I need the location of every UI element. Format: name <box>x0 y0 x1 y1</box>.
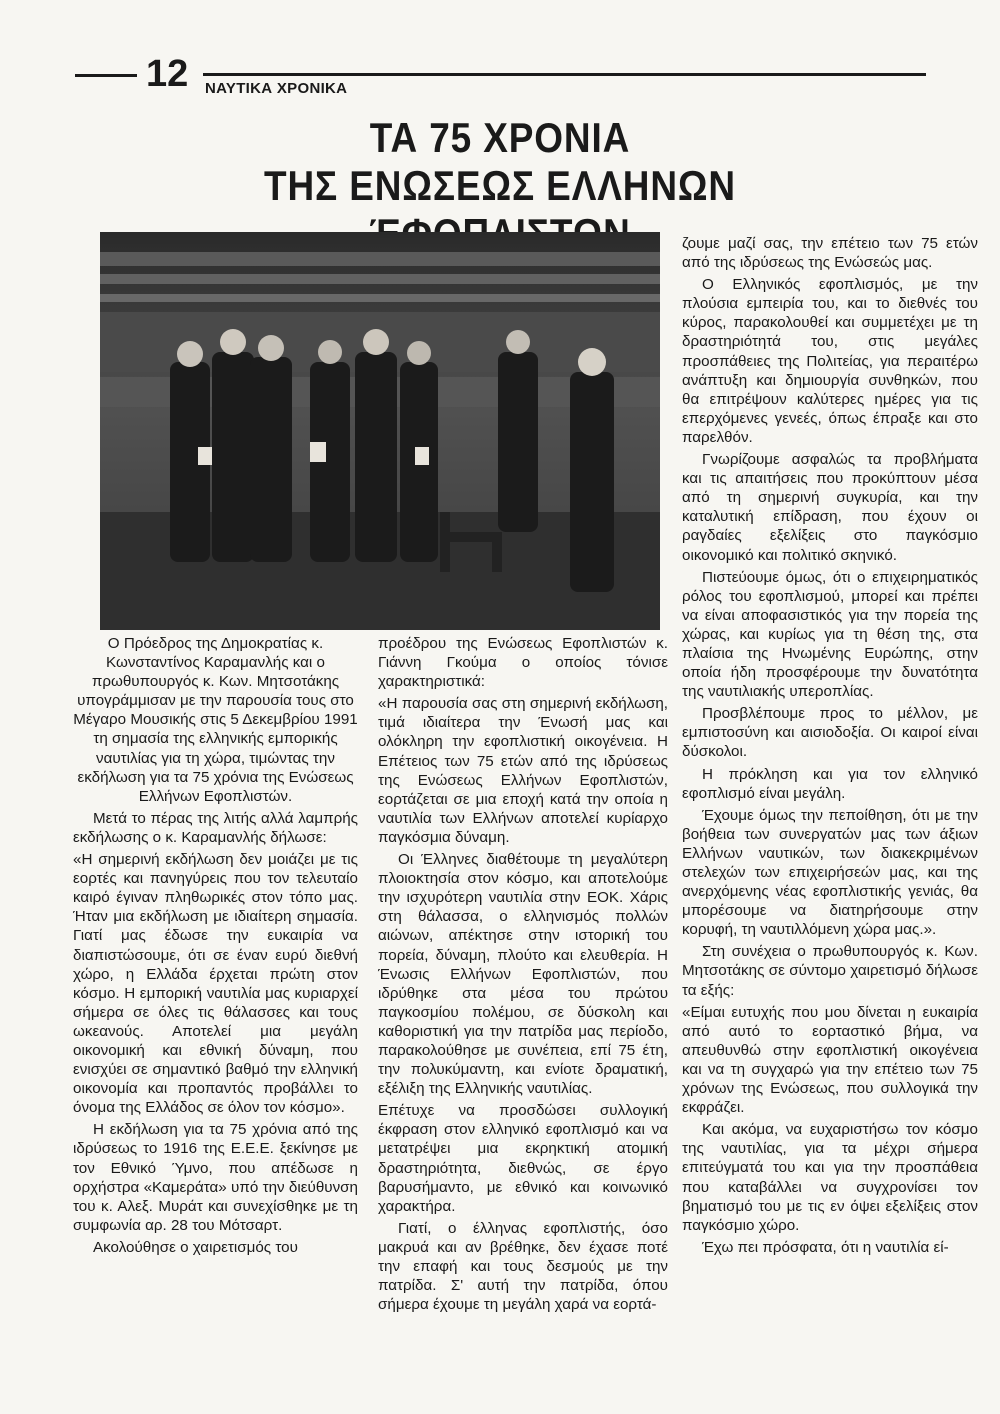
page-number: 12 <box>146 53 189 95</box>
paragraph: Έχουμε όμως την πεποίθηση, ότι με την βοήθεια των συνεργατών μας των άξιων Ελλήνων ναυτικών, των διακεκριμένων στελεχών των επιχειρήσεών μας, και της ανερχόμενης νέας εφοπλιστικής γενιάς, θα μπορέσουμε να διατηρήσουμε στην κορυφή, τη ναυτιλλόμενη χώρα μας.». <box>682 806 978 939</box>
paragraph: Πιστεύουμε όμως, ότι ο επιχειρηματικός ρόλος του εφοπλισμού, μπορεί και πρέπει να είναι αποφασιστικός για την πορεία της χώρας, και κυρίως για τη θέση της, στα πλαίσια της Ηνωμένης Ευρώπης, στην οποία ήδη προσφέρουμε την δυνατότητα της ναυτιλιακής υπεροπλίας. <box>682 568 978 701</box>
paragraph: Έχω πει πρόσφατα, ότι η ναυτιλία εί- <box>702 1238 949 1256</box>
photo-caption: Ο Πρόεδρος της Δημοκρατίας κ. Κωνσταντίνος Καραμανλής και ο πρωθυπουργός κ. Κων. Μητσοτάκης υπογράμμισαν με την παρουσία τους στο Μέγαρο Μουσικής στις 5 Δεκεμβρίου 1991 τη σημασία της ελληνικής εμπορικής ναυτιλίας για τη χώρα, τιμώντας την εκδήλωση για τα 75 χρόνια της Ενώσεως Ελλήνων Εφοπλιστών. <box>73 635 358 805</box>
header-rule-left <box>75 74 137 77</box>
article-photo <box>100 232 660 630</box>
paragraph: Ακολούθησε ο χαιρετισμός του <box>93 1238 298 1256</box>
paragraph: Γνωρίζουμε ασφαλώς τα προβλήματα και τις απαιτήσεις που προκύπτουν μέσα από τη σημερινή συγκυρία, και την καταλυτική επίδραση, που έχουν οι ραγδαίες εξελίξεις στο παγκόσμιο οικονομικό και πολιτικό σκηνικό. <box>682 451 978 564</box>
paragraph: ζουμε μαζί σας, την επέτειο των 75 ετών από της ιδρύσεως της Ενώσεώς μας. <box>682 235 978 272</box>
paragraph: «Είμαι ευτυχής που μου δίνεται η ευκαιρία από αυτό το εορταστικό βήμα, να απευθυνθώ στην εφοπλιστική οικογένεια και να τη συγχαρώ για την επέτειο των 75 χρόνων της Ενώσεως, που συλλογικά την εκφράζει. <box>682 1003 978 1117</box>
paragraph: προέδρου της Ενώσεως Εφοπλιστών κ. Γιάννη Γκούμα ο οποίος τόνισε χαρακτηριστικά: <box>378 635 668 691</box>
paragraph: Και ακόμα, να ευχαριστήσω τον κόσμο της ναυτιλίας, για τα μέχρι σήμερα επιτεύγματά του και για την προσπάθεια που καταβάλλει να συγχρονίσει τον βηματισμό του με τις εν όψει εξελίξεις στον παγκόσμιο χώρο. <box>682 1121 978 1234</box>
header-rule-right <box>203 73 926 76</box>
article-title-line2: ΤΗΣ ΕΝΩΣΕΩΣ ΕΛΛΗΝΩΝ <box>263 162 736 209</box>
paragraph: Οι Έλληνες διαθέτουμε τη μεγαλύτερη πλοιοκτησία στον κόσμο, και αποτελούμε την ισχυρότερη ναυτιλία στην ΕΟΚ. Χάρις στη θάλασσα, ο ελληνισμός πολλών αιώνων, απέκτησε στην ιστορική του πορεία, δύναμη, πλούτο και ελευθερία. Η Ένωσις Ελλήνων Εφοπλιστών, που ιδρύθηκε στα μέσα του πρώτου παγκοσμίου πολέμου, σε δύσκολη και καθοριστική για την πατρίδα μας περίοδο, παρακολούθησε με συνέπεια, επί 75 έτη, την πολυκύμαντη, και ενίοτε δραματική, εξέλιξη της Ελληνικής ναυτιλίας. <box>378 851 668 1098</box>
article-column-2 <box>378 634 668 1317</box>
paragraph: Μετά το πέρας της λιτής αλλά λαμπρής εκδήλωσης ο κ. Καραμανλής δήλωσε: <box>73 809 358 846</box>
paragraph: Η πρόκληση και για τον ελληνικό εφοπλισμό είναι μεγάλη. <box>682 765 978 802</box>
publication-name: ΝΑΥΤΙΚΑ ΧΡΟΝΙΚΑ <box>205 80 348 97</box>
paragraph: «Η σημερινή εκδήλωση δεν μοιάζει με τις εορτές και πανηγύρεις που τον τελευταίο καιρό έγιναν πληθωρικές στον τόπο μας. Ήταν μια εκδήλωση με ιδιαίτερη σημασία. Γιατί μας έδωσε την ευκαιρία να διαπιστώσουμε, ότι σε έναν ευρύ διεθνή χώρο, η Ελλάδα έρχεται πρώτη στον κόσμο. Η εμπορική ναυτιλία μας κυριαρχεί σήμερα σε όλες τις θάλασσες και τους ωκεανούς. Αποτελεί μια μεγάλη οικονομική και εθνική δύναμη, που ενισχύει σε σημαντικό βαθμό την ελληνική οικονομία και προπαντός προβάλλει το όνομα της Ελλάδος σε όλον τον κόσμο». <box>73 851 358 1117</box>
paragraph: Προσβλέπουμε προς το μέλλον, με εμπιστοσύνη και αισιοδοξία. Οι καιροί είναι δύσκολοι. <box>682 705 978 761</box>
paragraph: Στη συνέχεια ο πρωθυπουργός κ. Κων. Μητσοτάκης σε σύντομο χαιρετισμό δήλωσε τα εξής: <box>682 943 978 999</box>
paragraph: «Η παρουσία σας στη σημερινή εκδήλωση, τιμά ιδιαίτερα την Ένωσή μας και ολόκληρη την εφοπλιστική οικογένεια. Η Επέτειος των 75 ετών από της ιδρύσεως της Ενώσεως Ελλήνων Εφοπλιστών, εορτάζεται σε μια εποχή κατά την οποία η ναυτιλία των Ελλήνων αποτελεί κυρίαρχο παγκόσμια δύναμη. <box>378 695 668 846</box>
paragraph: Ο Ελληνικός εφοπλισμός, με την πλούσια εμπειρία του, και το διεθνές του κύρος, παρακολουθεί και συμμετέχει με τη δραστηριότητά του, στις μεγάλες προσπάθειες της Πολιτείας, για περαιτέρω ανάπτυξη και δημιουργία συνθηκών, που θα επιτρέψουν καλύτερες ημέρες για τις επερχόμενες γενεές, όπως έπραξε και στο παρελθόν. <box>682 276 978 446</box>
paragraph: Γιατί, ο έλληνας εφοπλιστής, όσο μακρυά και αν βρέθηκε, δεν έχασε ποτέ την επαφή και τους δεσμούς με την πατρίδα. Σ' αυτή την πατρίδα, όπου σήμερα έχουμε τη μεγάλη χαρά να εορτά- <box>378 1219 668 1314</box>
paragraph: Η εκδήλωση για τα 75 χρόνια από της ιδρύσεως το 1916 της Ε.Ε.Ε. ξεκίνησε με τον Εθνικό Ύμνο, που απέδωσε η ορχήστρα «Καμεράτα» υπό την διεύθυνση του κ. Αλεξ. Μυράτ και συνεχίσθηκε με τη συμφωνία αρ. 28 του Μότσαρτ. <box>73 1121 358 1234</box>
article-column-3 <box>682 234 978 1260</box>
article-column-1 <box>73 634 358 1260</box>
paragraph: Επέτυχε να προσδώσει συλλογική έκφραση στον ελληνικό εφοπλισμό και να μετατρέψει μια εκρηκτική ατομική δραστηριότητα, διεθνώς, σε έργο βαρυσήμαντο, με εθνικό και κοινωνικό χαρακτήρα. <box>378 1102 668 1215</box>
article-title-line1: ΤΑ 75 ΧΡΟΝΙΑ <box>369 114 631 161</box>
